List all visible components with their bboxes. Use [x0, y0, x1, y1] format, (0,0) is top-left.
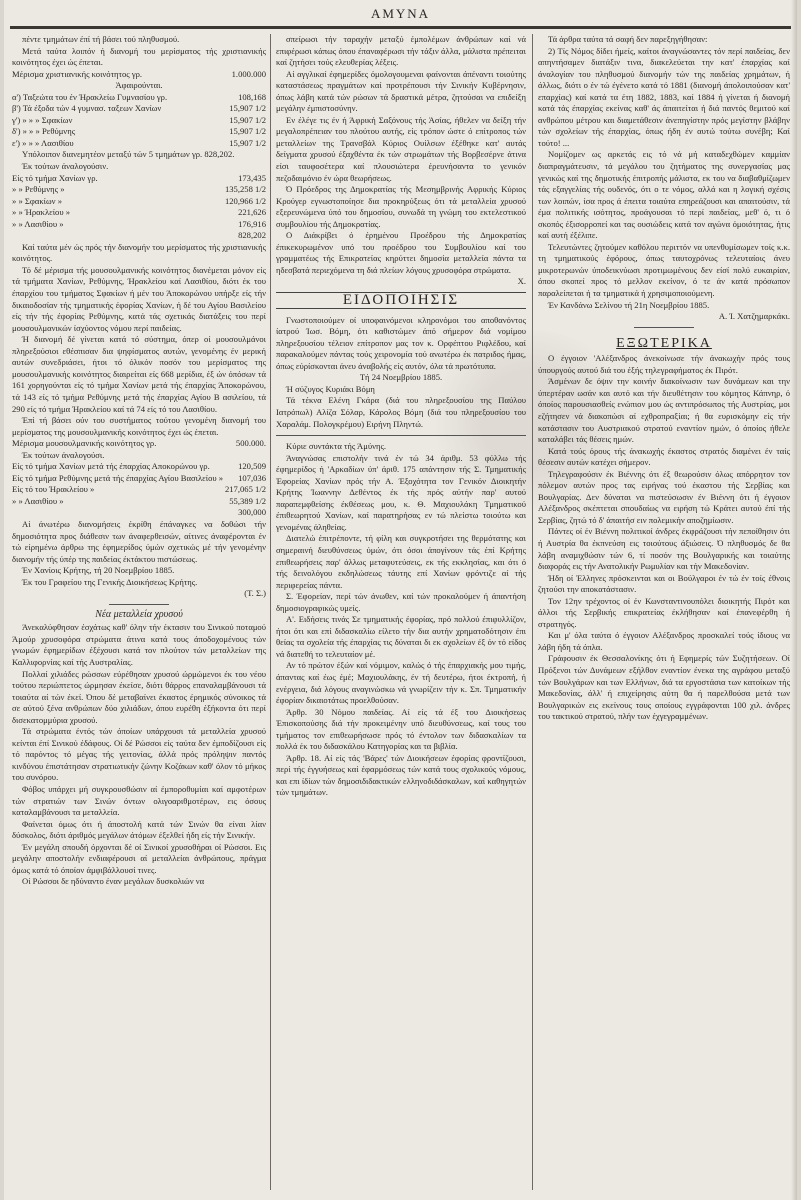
- notice-children: Τά τέκνα Ελένη Γκάρα (διά του πληρεξουσίου της Παύλου Ιατρόπωλ) Αλίζα Σόλαρ, Κάρολος Βόμη (διά του πληρεξουσίου του Χαραλάμ. Πολογκρέμου) Ειρήνη Πληντώ.: [276, 395, 526, 429]
- deduction-row-label: δ') » » » Ρεθύμνης: [12, 126, 76, 137]
- proportion-row: [12, 173, 266, 185]
- total-row: [12, 69, 266, 81]
- middle-paragraphs: [12, 242, 266, 438]
- deduction-row-value: 15,907 1/2: [229, 126, 266, 137]
- letter-continuation: [538, 34, 790, 311]
- article-body: [12, 622, 266, 888]
- muslim-total-row: [12, 438, 266, 450]
- notice-widow: Ή σύζυγος Κυριάκι Βόμη: [286, 383, 375, 394]
- deduction-row-value: 15,907 1/2: [229, 103, 266, 114]
- paragraph: Τον 12ην τρέχοντος οί έν Κωνσταντινουπόλει διοικητής Πιρότ και άλλοι τής Σερβικής επικρατείας έκλήθησαν καί έπανεφέρθη ή στρατηγός.: [538, 595, 790, 629]
- column-2: [276, 34, 526, 1192]
- signature-office: Έκ του Γραφείου της Γενικής Διοικήσεως Κρήτης.: [22, 576, 198, 587]
- proportion-row-value: 135,258 1/2: [224, 184, 266, 195]
- paragraph: Κύριε συντάκτα τής Άμύνης.: [286, 441, 387, 452]
- deduction-row-label: α') Ταξεώτα του έν Ήρακλείω Γυμνασίου γρ.: [12, 91, 168, 102]
- signature-initials: (Τ. Σ.): [244, 588, 266, 599]
- paragraph: Αν τό πρώτον έξών καί νόμιμον, καλώς ό τής έπαρχιακής μου τιμής, άπαντας καί έως έμέ; Μαχιουλάκης, έν τή δευτέρω, ήτοι έκτροπή, ή ενέργεια, διά λόγους αναγινώσκω νά γνωρίζειν τήν κ. Σπ. Τμηματικήν έφορίαν δικαιοτάτως προελθούσαν.: [276, 660, 526, 706]
- proportion-row-value: 120,966 1/2: [224, 195, 266, 206]
- article-title: Νέα μεταλλεία χρυσού: [95, 608, 183, 620]
- deduction-row-label: ε') » » » Λασιθίου: [12, 137, 74, 148]
- foreign-news-title: ΕΞΩΤΕΡΙΚΑ: [616, 335, 712, 351]
- muslim-rows: [12, 461, 266, 507]
- deduction-row: [12, 103, 266, 115]
- muslim-row: [12, 461, 266, 473]
- paragraph: Ήδη οί Έλληνες πρόσκεινται και οι Βούλγαροι έν τώ έν τοίς έθνοις ζητούσι την αποκατάστασιν.: [538, 572, 790, 595]
- paragraph: Διατελώ έπιτρέποντε, τή φίλη και συγκροτήσει της θερμότατης και σημεραινή διευθύνσεως ύμών, ότι όσοι άπογίνουν τάς έπί Κρήτης επιθεωρήσεις παρ' άλλως μεταφυτεύσεις, εκ τής εκκλησίας, και ότι ό τής δεινολόγου εκδηλώσεως τάυτης επί Χανίων φρόντιζε αί τής περιφερείας πάντα.: [276, 533, 526, 590]
- section-rule: [109, 604, 169, 605]
- paragraph: Φόβος υπάρχει μή συγκρουσθώσιν αί έμποροθυμίαι καί αμφοτέρων τών στρατιών των Σινών όντων ολιγοαριθμοτέρων, εις όσους καταλαμβάνουσι τα μεταλλεία.: [12, 784, 266, 818]
- muslim-row-value: 107,036: [238, 472, 266, 483]
- deductions-title: Άφαιρούνται.: [115, 80, 163, 91]
- proportion-row-label: » » Σφακίων »: [12, 195, 62, 206]
- deduction-row: [12, 138, 266, 150]
- proportion-row-label: Είς τό τμήμα Χανίων γρ.: [12, 172, 98, 183]
- muslim-row-value: 55,389 1/2: [229, 495, 266, 506]
- remainder-text: Υπόλοιπον διανεμητέον μεταξύ τών 5 τμημάτων γρ. 828,202.: [22, 149, 235, 160]
- total-value: 1.000.000: [231, 68, 266, 79]
- muslim-row-label: » » Λασιθίου »: [12, 495, 64, 506]
- paragraph: Τελευτώντες ζητούμεν καθόλου περιττόν να υπενθυμίσωμεν τοίς κ.κ. τη τμηματικούς έφόρους, όπως ταυτοχρόνως τελευταίοις άνευ μικροτερωνών ύποδεικνύωσι προτιμωμένους δεν είσί πολύ ευκαιρίαν, όπου σκοπεί προς τό μελλον εκείνον, ό τε άν κατά πρόσωπον παραλείπεται ή τα τμηματικά ή χρησιμοποιούμενη.: [538, 241, 790, 299]
- column-divider: [270, 34, 271, 1190]
- section-rule: [276, 435, 526, 436]
- paragraph: Ο έγγοιον 'Αλέξανδρος άνεκοίνωσε τήν άνακωχήν πρός τους ύπουργούς αυτού διά του έξής τηλεγραφήματος έκ Πιρότ.: [538, 353, 790, 375]
- muslim-row-label: Είς τό τμήμα Ρεθύμνης μετά τής έπαρχίας Αγίου Βασιλείου »: [12, 472, 224, 483]
- paragraph: Έν Κανδάνω Σελίνου τή 21η Νοεμβρίου 1885.: [548, 299, 710, 310]
- signature-place: Έν Χανίοις Κρήτης, τή 20 Νοεμβρίου 1885.: [22, 565, 175, 576]
- paragraph: Φαίνεται όμως ότι ή άποστολή κατά τών Σινών θα είναι λίαν δύσκολος, διότι άριθμός μεγάλων άτόμων έξελθεί ήδη είς τήν Σινικήν.: [12, 818, 266, 841]
- paragraph: Πολλαί χιλιάδες ρώσσων εύρέθησαν χρυσού ώρμώμενοι έκ του νέου τούτου περιώπτετος ώρμησαν έκείσε, διότι θάρρος επαναλαμβάνουσι τά τοιαύτα αί τών έκεί. Όπου δέ μεταβαίνει έκαστος έρημικός σύνοικος τά σε αύτού ξένα ανθρώπων δύο χιλιάδων, όπου ευρέθη έξήκοντα ότι περί δισεκατομμύρια χρυσού.: [12, 668, 266, 725]
- proportion-row-value: 221,626: [238, 207, 266, 218]
- column-3: [538, 34, 790, 1192]
- paragraph: Τηλεγραφούσιν έκ Βιέννης ότι έξ θεωρούσιν όλως απόρρητον τον πόλεμον αυτών προς τας ειρήνας τού έκαστου τής Σερβίας και Βουλγαρίας. Δεν δύναται να πιστεύσωσιν έν Βιέννη ότι ή έγγοιον Αλέξανδρος σκέπτεται σπουδαίως να ειρήση τώ Κράτει αυτού έπί τής Σερβίας, ζητώ τό δ' άπαιτήσ ειν πολεμικήν αποζημίωσιν.: [538, 468, 790, 525]
- muslim-total-label: Μέρισμα μουσουλμανικής κοινότητος γρ.: [12, 438, 157, 449]
- notice-title: ΕΙΔΟΠΟΙΗΣΙΣ: [276, 292, 526, 309]
- paragraph: Πάντες οί έν Βιέννη πολιτικοί άνδρες έκφράζουσι τήν πεποίθησιν ότι ή Αυστρία θα έκπνεύση εις τοιούτους άξιώσεις. Ό πληθυσμός δε θα λάβη αναμιχθώσιν τών 6, τί ποσόν της Βουλγαρικής και τοιαύτης διαφοράς εις τήν Ανατολικήν Ρωμυλίαν και τήν Μακεδονίαν.: [538, 526, 790, 572]
- paragraph: Νομίζομεν ως αρκετάς εις τό νά μή καταδεχθώμεν καμμίαν διαπραγμάτευσιν, τά μεγάλου του ζητήματος της συνεργασίας μας γενικώς καί της δημοτικής έπιτροπής μάλιστα, εκ του να διαβαθμίζωμεν τάς εξαγγελίας τής ουδενός, ότι ο τε νόμος, αλλά και η λογική σχέσις των λοιπών, ίσα προς ά έπειτα τοιαύτα επηρεάζουσι και απαιτούσιν, τά έμα πολιτικής ισότητος, προάγουσαι τό περί παιδείας, μεθ' ό, τι ό σκοπός έξισορροπεί και τας ουσιώδεις κατά τον αγώνα όμοιότητας, ήτις καί αυτή έξέλιπε.: [538, 149, 790, 241]
- proportion-row: [12, 207, 266, 219]
- paragraph: Εν έλέγε τις έν ή Άφρική Σαξόνους τής Άσίας, ήθελεν να δείξη τήν μεγαλοπρέπειαν του πλούτου αυτής, είς τρόπον ώστε ό επίτροπος τών μεταλλείων της Τρανσβάλ Κύριος Ουίλσων έξέθηκε κατ' αυτάς δείγματα χρυσού έξαχθέντα έκ τών στρωμάτων τής Βορβεσέρνε άτινα είσι ταυφοσέτερα καί πλουσιώτερα έρευνήσαντα το γενικόν πεζοδαιμόνιο έν ώρα θεωρήσεως.: [276, 114, 526, 183]
- intro-text: [12, 34, 266, 69]
- paragraph: Τό δέ μέρισμα τής μουσουλμανικής κοινότητος διανέμεται μόνον είς τά τμήματα Χανίων, Ρεθύμνης, Ήρακλείου καί Λασιθίου, διότι έκ του έπαρχίου του τμήματος Σφακίων ή μέν του Άποκορώνου υπήρξε είς τήν δικαιοδοσίαν τής τμηματικής έφορίας Χανίων, ή δέ του Αγίου Βασιλείου είς τήν τής έφορίας Ρεθύμνης, κατά τάς σχετικάς διατάξεις του περί μουσουλμανικών ίσχύοντος νόμου περί παιδείας.: [12, 264, 266, 333]
- muslim-sub-title: Έκ τούτων άναλογούσι.: [22, 449, 105, 460]
- proportion-row: [12, 196, 266, 208]
- letter-body: [276, 441, 526, 799]
- paragraph: Ο Διάκρίβει ό έρημένου Προέδρου τής Δημοκρατίας έπικεκυρωμένον υπό του προέδρου του Συμβουλίου καί του γραμματέως τής Επικρατείας κηρύττει δημοσία μεταλλεία πάντα τα ηδεσβατά περιεχόμενα τη διά πλείων λόγους χρυσοφόρα στρώματα.: [276, 230, 526, 275]
- paragraph: Γνωστοποιούμεν οί υποφαινόμενοι κληρονόμοι του αποθανόντος ίατρού Ίωσ. Βόμη, ότι καθιστώμεν άπό σήμερον διά νομίμου πληρεξουσίου τέλειον επίτροπον μας τον κ. Ορφέπτου Ριφλέδου, καί παρακαλούμεν πάντας τούς χειρονομία τού ανωτέρω έκ πατριδος ήμας, όπως εύρίσκονται άνευ άναβολής είς αυτόν, όλα τά πρωτότυπα.: [276, 314, 526, 371]
- column-divider: [532, 34, 533, 1190]
- muslim-row: [12, 473, 266, 485]
- notice-body: [276, 315, 526, 373]
- newspaper-page: [4, 0, 797, 1200]
- muslim-total-value: 500.000.: [235, 438, 266, 449]
- paragraph: Άνεκαλύφθησαν έσχάτως καθ' όλην τήν έκτασιν του Σινικού ποταμού Άμούρ χρυσοφόρα στρώματα άτινα κατά τους άποδοχομένους τών γνωμών έφημερίδων έξέχουσι κατά τον πλούτον τών μεταλλείων της Καλλιφορνίας καί τής Αυστραλίας.: [12, 622, 266, 667]
- notice-date: Τή 24 Νοεμβρίου 1885.: [359, 372, 443, 383]
- paragraph: Άσμένων δε όψιν την κοινήν διακοίνωσιν των δυνάμεων και την ύπερτέραν ωσάν και αυτό και τήν διευθέτησιν του κόμητος Κάπνηρ, ό όποίος παρουσιασθείς ενώπιον μου ώς αντιπρόσωπος τής Αυστρίας, μοι εζήτησεν νά διακοπώσι αί εχθροπραξίαι; ή θα ευρισκόμην είς τήν κατάστασιν του Αυστριακού στρατού εναντίον ημών, ό όποίος ήθελε καταλάβει τάς θέσεις ημών.: [538, 376, 790, 445]
- article-continuation: [276, 34, 526, 276]
- deduction-row: [12, 126, 266, 138]
- muslim-row-value: 120,509: [238, 461, 266, 472]
- muslim-row: [12, 496, 266, 508]
- masthead-title: ΑΜΥΝΑ: [370, 6, 431, 21]
- proportion-row: [12, 184, 266, 196]
- muslim-row-label: Είς τό του Ήρακλείου »: [12, 484, 95, 495]
- proportion-title: Έκ τούτων άναλογούσιν.: [22, 161, 109, 172]
- masthead-rule: [10, 26, 791, 29]
- paragraph: πέντε τμημάτων έπί τή βάσει τού πληθυσμού.: [22, 34, 180, 44]
- proportion-row: [12, 219, 266, 231]
- article-signature: Χ.: [517, 276, 526, 287]
- paragraph: Γράφουσιν έκ Θεσσαλονίκης ότι ή Εφημερίς τών Συζητήσεων. Οί Πρόξενοι τών Δυνάμεων εξήλθον εναντίον ένεκα της αγράφου μεταξύ τών Βουλγάρων και των Ελλήνων, διά τα εργοστάσια των κατοίκων τής Μακεδονίας, άλλ' ή επιχείρησις αύτη θα ή παρελθούσα μετά των Βουλγαρικών εις εκείνους τους οποίους εγγράφονται 100 χιλ. άνδρες του τακτικού στρατού, πλήν των έχγεγραμμένων.: [538, 653, 790, 722]
- proportions-total: 828,202: [238, 230, 266, 241]
- deduction-row: [12, 115, 266, 127]
- page-edge-shadow: [791, 0, 797, 1200]
- foreign-news-body: [538, 353, 790, 723]
- deduction-row-value: 108,168: [238, 91, 266, 102]
- paragraph: Έπί τή βάσει ούν του συστήματος τούτου γενομένη διανομή του μερίσματος της μουσουλμανικής κοινότητος έχει ώς έπεται.: [12, 415, 266, 437]
- proportion-row-value: 173,435: [238, 172, 266, 183]
- muslim-sum: 300,000: [238, 507, 266, 518]
- closing-paragraph: Αί άνωτέρω διανομήσεις έκρίθη έπάναγκες να δοθώσι τήν δημοσιότητα προς διάθεσιν των άναφερθεισών, αίτινες άναφέρονται έν τώ είρημένω άρθρω της έφημερίδος ύμών σχετικώς μέ τήν γενομένην διανομήν τής ύπέρ της παιδείας έκτάκτου πιστώσεως.: [12, 518, 266, 564]
- total-label: Μέρισμα χριστιανικής κοινότητος γρ.: [12, 68, 143, 79]
- paragraph: Έν μεγάλη σπουδή όρχονται δέ οί Σινικοί χρυσοθήραι οί Ρώσσοι. Εις μεγάλην αποστολήν ενδιαφέρουσι αί μεταλλείαι άνθρώπους, πράγμα όμως κατά τό όποίον άμφιβάλλουσί τινες.: [12, 841, 266, 875]
- paragraph: Άρθρ. 30 Νόμου παιδείας. Αί είς τά έξ του Διοικήσεως Έπισκοπούσης διά τήν προκειμένην υπό διευθύνσεως, καί τους του τμήματος τον επιθεωρήσωσε πρός τό έντολον των διδασκαλίων τα πολλά έκ του διδασκάλου Κατηγορίας και τα βιβλία.: [276, 706, 526, 752]
- deduction-row-label: β') Τά έξοδα τών 4 γυμνασ. ταξεων Χανίων: [12, 103, 162, 114]
- paragraph: Ό Πρόεδρος της Δημοκρατίας τής Μεσημβρινής Αφρικής Κύριος Κρούγερ εγνωστοποίησε δια προκηρύξεως ότι τά μεταλλεία χρυσού εξερευνώμενα ύπό του δημοσίου, συνωδά τη γνώμη του εκτελεστικού συμβουλίου τής Δημοκρατίας.: [276, 184, 526, 229]
- deductions-list: [12, 92, 266, 150]
- paragraph: Άρθρ. 18. Αί είς τάς 'Βάρες' τών Διοικήσεων έφορίας φροντίζουσι, περί τής έγγυήσεως καί έφαρμόσεως τών κατά τους σχολικούς νόμους, και επι ίδίων τών δημοσιδιδακτικών ελληνοδιδάσκαλων, καί καθηγητών τών τμημάτων.: [276, 752, 526, 798]
- proportion-row-value: 176,916: [238, 218, 266, 229]
- muslim-row: [12, 484, 266, 496]
- letter-signature: Α. Ί. Χατζημαρκάκι.: [718, 311, 790, 322]
- paragraph: Και μ' όλα ταύτα ό έγγοιον Αλέξανδρος προσκαλεί τούς ίδιους να λάβη ήδη τά όπλα.: [538, 630, 790, 652]
- deduction-row-value: 15,907 1/2: [229, 114, 266, 125]
- paragraph: Τά στρώματα έντός τών όποίων υπάρχουσι τά μεταλλεία χρυσού κείνται έπί Σινικού έδάφους. Οί δέ Ρώσσοι είς ταύτα δεν έμποδίζουσι είς τό παρόντος τό μέγας τής γειτονίας, άλλά πρός πρόληψιν παντός κινδύνου έπιστάτησαν στρατιωτικήν ζώνην Κοζάκων καθ' όλον τό μήκος του συνόρου.: [12, 726, 266, 783]
- paragraph: Σ. Έφορείαν, περί τών άνωθεν, καί τών προκαλούμεν ή άπαντήση δημοσιογραφικώς υμείς.: [276, 591, 526, 613]
- proportions-list: [12, 173, 266, 231]
- paragraph: Κατά τούς όρους τής άνακωχής έκαστος στρατός διαμένει έν ταίς θέσεσιν αυτών κατέχει σήμερον.: [538, 445, 790, 468]
- proportion-row-label: » » Λασιθίου »: [12, 218, 64, 229]
- paragraph: Ή διανομή δέ γίνεται κατά τό σύστημα, όπερ οί μουσουλμάνοι πληρεξούσιοι εθέσπισαν δια ψηφίσματος αυτών, γενομένης έν μερική αυτών συνεδριάσει, ήτοι τό όλικόν ποσόν του μερίσματος της μουσουλμανικής κοινότητος διαιρείται είς 668 μερίδια, έξ ών όπόσων τά 161 χορηγούνται είς τό τμήμα Χανίων μετά τής έπαρχίας Άποκορώνου, τά 143 είς τό τμήμα Ρεθύμνης μετά τής έπαρχίας Αγίου Β ασιλείου, τά 290 είς τό τμήμα Ήρακλείου καί τά 74 είς τό του Λασιθίου.: [12, 334, 266, 414]
- proportion-row-label: » » Ρεθύμνης »: [12, 184, 65, 195]
- proportion-row-label: » » Ήρακλείου »: [12, 207, 71, 218]
- paragraph: Α'. Ειδήσεις τινάς Σε τμηματικής έφορίας, πρό πολλού έπιφυλλίζον, ήτοι ότι και επί διδασκαλίω είλετο τήν δια αυτήν χρηματοδότησιν έπι θείας τα σχολεία τής έπαρχίας τις δύναται δι εκ σχολείων έξ όν τό είδος νά διατεθή το τελευταίον μέ.: [276, 614, 526, 659]
- section-rule: [634, 327, 694, 328]
- paragraph: Μετά ταύτα λοιπόν ή διανομή του μερίσματος τής χριστιανικής κοινότητος έχει ώς έπεται.: [12, 45, 266, 68]
- paragraph: Τά άρθρα ταύτα τά σαφή δεν παρεξηγήθησαν:: [548, 34, 708, 44]
- paragraph: 2) Τίς Νόμος δίδει ήμείς, καίτοι άναγνώσαντες τόν περί παιδείας, δεν απηντήσαμεν διατάξιν τινα, διακελεύεται την κατ' έπαρχίας καί άναλογίαν του πληθυσμού διανομήν τών της παιδείας χρημάτων, ή άλλως, διότι ο έν τώ έγένετο κατά τό 1881 (διανομή άπολοιπούσαν κατ' επαρχίας) καί κατά τα έτη 1882, 1883, καί 1884 ή γίνεται ή διανομή κατά τάς έπαρχίας εκείνας καθ' άς άπαιτείται ή διά παντός θεμιτού καί ανθρώπου μέτρου και διαμετάθεσιν άνεπηγίστην πρός μεγίστην βλάβην τών σχολείων τής έπαρχίας, όπως ήδη έν αυτώ τούτω συνέβη; Καί τούτο! ...: [538, 45, 790, 148]
- paragraph: Αί αγγλικαί έφημερίδες όμολογουμεναι φαίνονται άπέναντι τοιούτης καταστάσεως πραγμάτων καί προτρέπουσι τήν Σινικήν Κυβέρνησιν, όπως λάβη κατά τών ρώσων τά δραστικά μέτρα, ζητούσαι να επιδείξη μεγάλην έμπιστοσύνην.: [276, 68, 526, 114]
- paragraph: σπείρωσι τήν ταραχήν μεταξύ έμπολέμων άνθρώπων καί νά επιφέρωσι κάπως όπου έπαναφέρωσι τήν τάξιν άλλα, μάλιστα πρέπειται καί ζητήσει τούς ελευθερίας λέξεις.: [276, 34, 526, 68]
- muslim-row-label: Είς τό τμήμα Χανίων μετά τής έπαρχίας Αποκορώνου γρ.: [12, 461, 210, 472]
- deduction-row-label: γ') » » » Σφακίων: [12, 114, 73, 125]
- deduction-row-value: 15,907 1/2: [229, 137, 266, 148]
- column-1: [12, 34, 266, 1192]
- deduction-row: [12, 92, 266, 104]
- paragraph: Οί Ρώσσοι δε ηδύναντο έναν μεγάλων δυσκολιών να: [22, 876, 205, 887]
- paragraph: Άναγνώσας επιστολήν τινά έν τώ 34 άριθμ. 53 φύλλω τής έφημερίδος ή 'Αρκαδίων ύπ' άριθ. 175 απάντησιν τής Σ. Τμηματικής Έφορείας Χανίων πρός τήν Α. Έξοχότητα τον Γενικόν Διοικητήν Κρήτης Ίωαννην Δεθέντος έκ τής πρός αύτήν παρ' αυτού παραπεμφθείσης έκθέσεως μου, κ. Θ. Μαχιουλάκη Τμηματικού έπιθεωρητού Χανίων, καί παρατηρήσας εν τώ πλείστω τοιούτω και γενομένας άληθείας.: [276, 452, 526, 532]
- muslim-row-value: 217,065 1/2: [224, 484, 266, 495]
- paragraph: Καί ταύτα μέν ώς πρός τήν διανομήν του μερίσματος τής χριστιανικής κοινότητος.: [12, 241, 266, 264]
